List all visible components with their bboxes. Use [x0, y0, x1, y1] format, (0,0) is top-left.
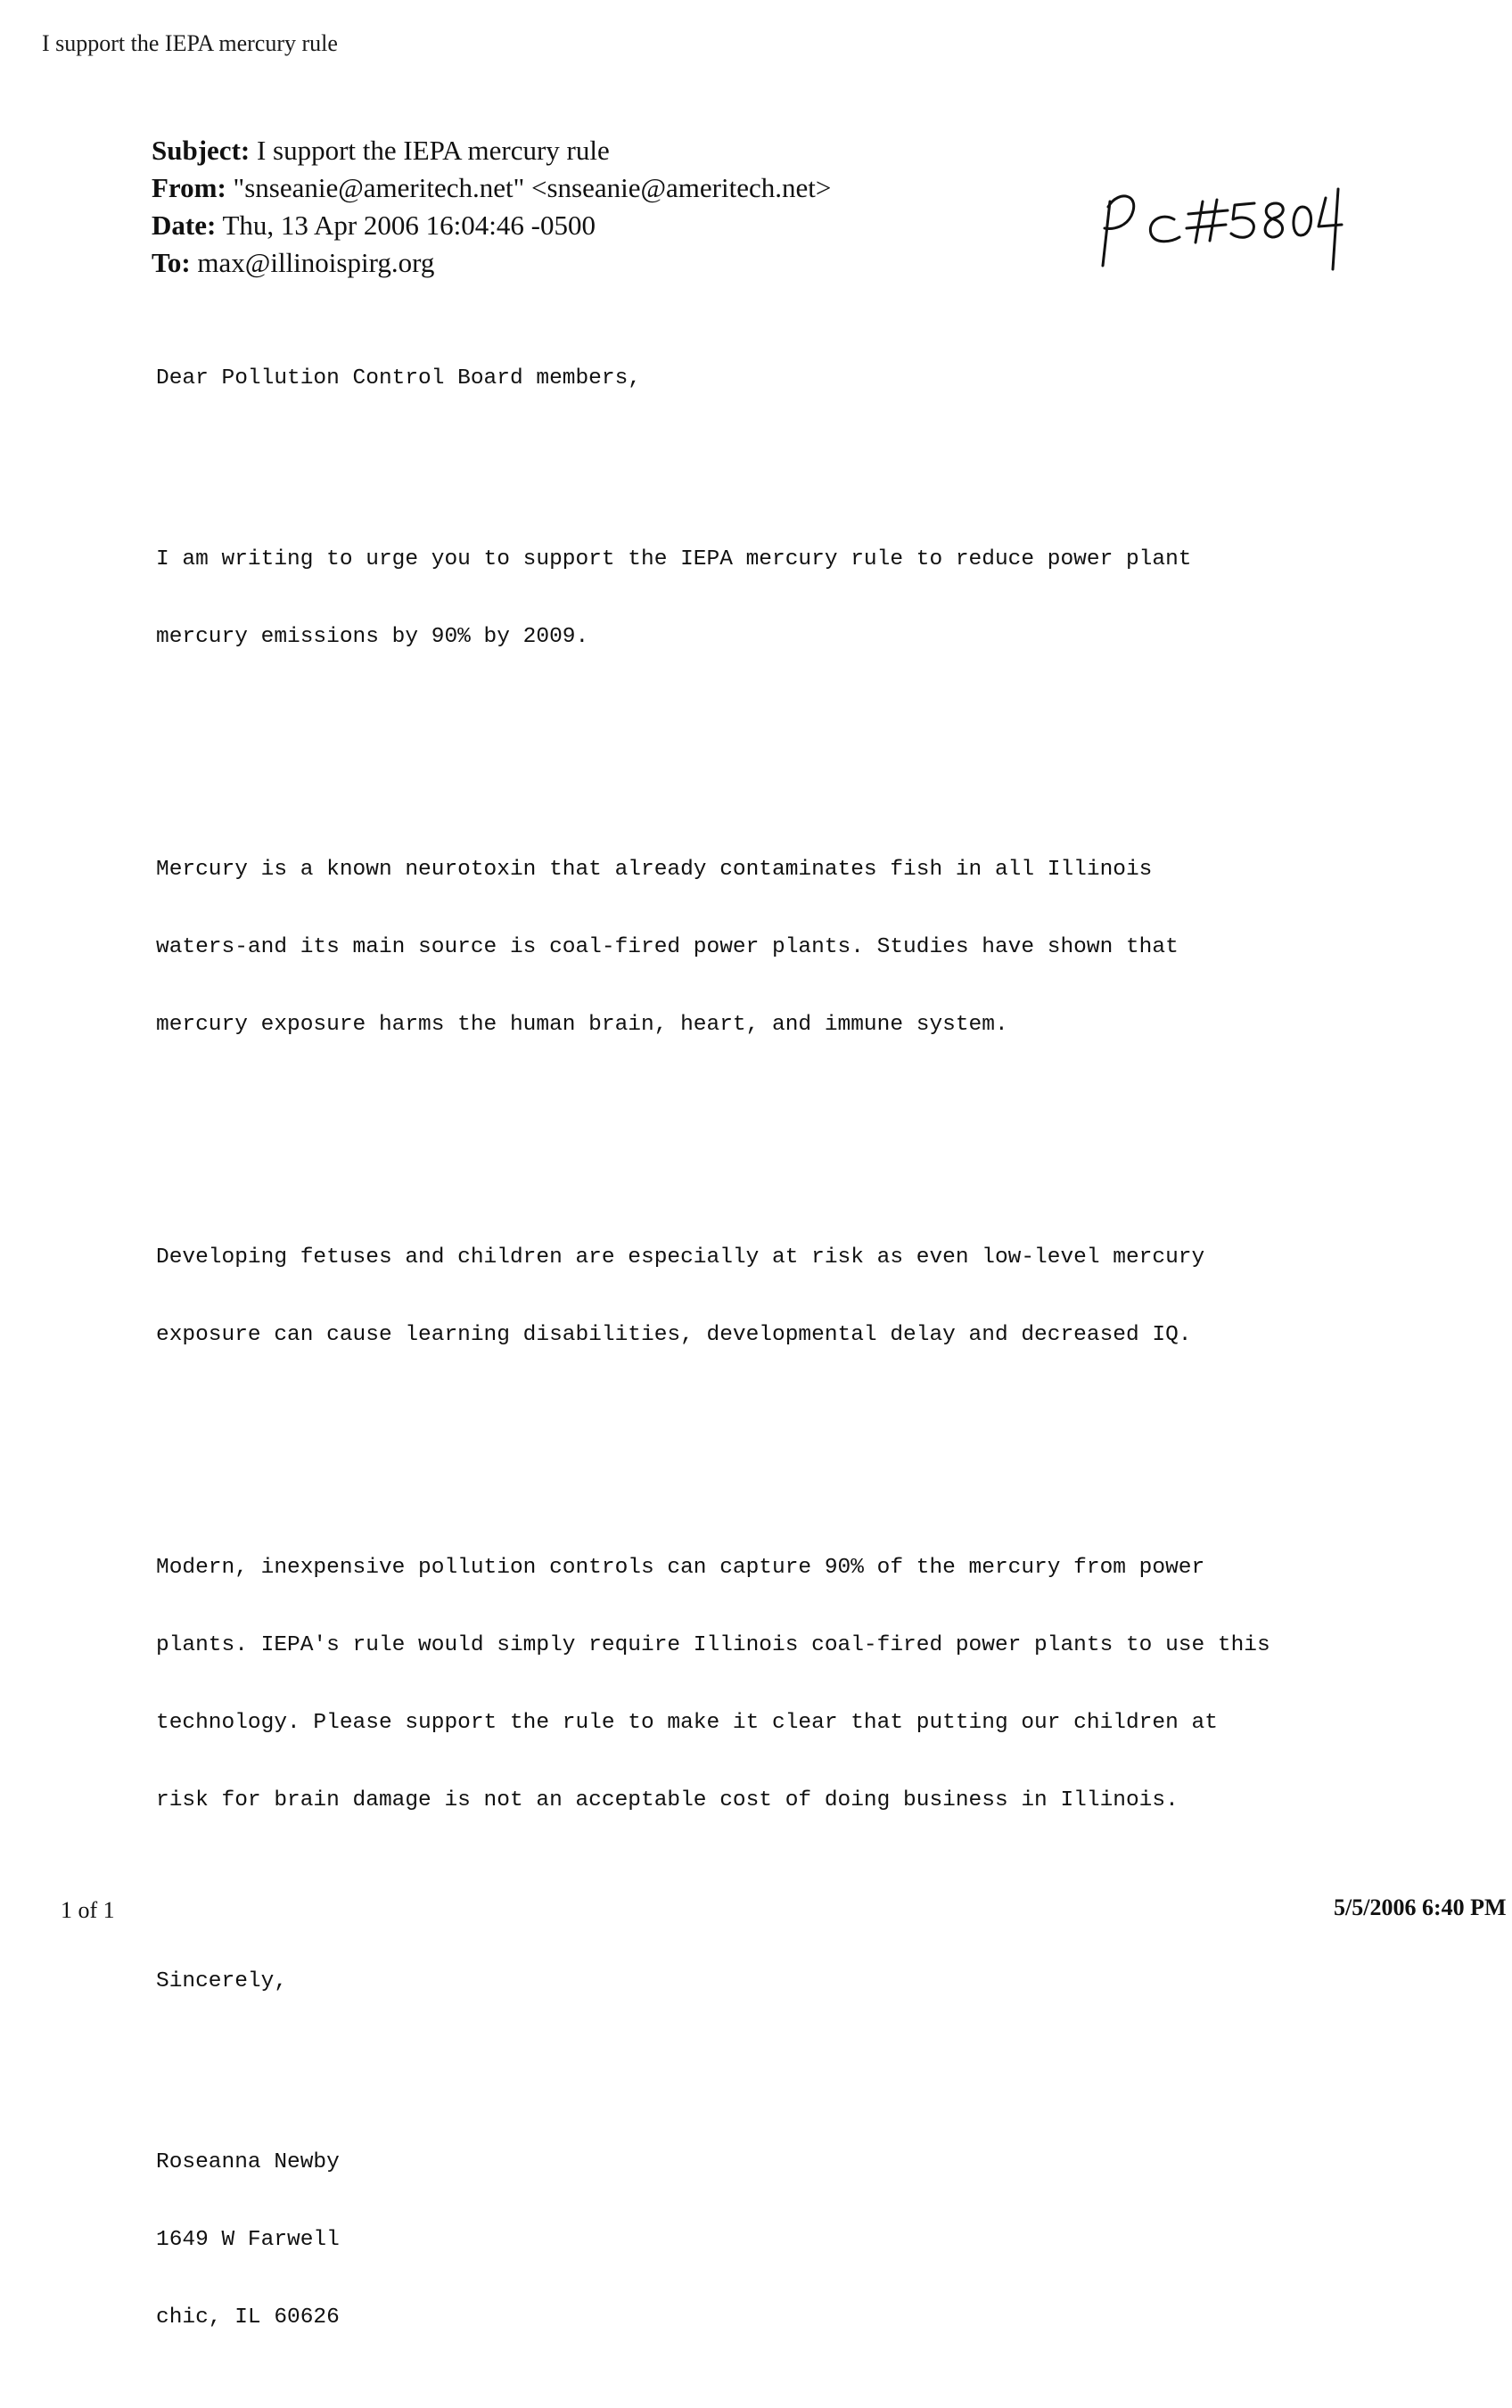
paragraph-1-line: I am writing to urge you to support the IEPA mercury rule to reduce power plant	[156, 547, 1192, 571]
from-label: From:	[152, 172, 226, 203]
paragraph-2-line: Mercury is a known neurotoxin that already contaminates fish in all Illinois	[156, 858, 1153, 882]
email-headers	[152, 132, 831, 282]
subject-value: I support the IEPA mercury rule	[256, 135, 610, 166]
page-header-title: I support the IEPA mercury rule	[42, 30, 338, 56]
paragraph-3-line: Developing fetuses and children are especially at risk as even low-level mercury	[156, 1245, 1205, 1270]
from-row	[152, 169, 831, 207]
handwritten-pc-number	[1092, 177, 1360, 275]
paragraph-4-line: risk for brain damage is not an acceptable cost of doing business in Illinois.	[156, 1788, 1179, 1812]
paragraph-2	[156, 805, 1493, 1089]
paragraph-3-line: exposure can cause learning disabilities, developmental delay and decreased IQ.	[156, 1323, 1192, 1347]
to-value: max@illinoispirg.org	[197, 247, 435, 278]
subject-row	[152, 132, 831, 169]
paragraph-4-line: technology. Please support the rule to make it clear that putting our children at	[156, 1711, 1218, 1735]
signature-block	[156, 2098, 1493, 2382]
date-label: Date:	[152, 210, 217, 241]
closing: Sincerely,	[156, 1969, 288, 1993]
paragraph-3	[156, 1193, 1493, 1400]
signature-city: chic, IL 60626	[156, 2305, 340, 2330]
to-label: To:	[152, 247, 191, 278]
paragraph-2-line: mercury exposure harms the human brain, heart, and immune system.	[156, 1013, 1008, 1037]
signature-street: 1649 W Farwell	[156, 2228, 340, 2252]
paragraph-4-line: Modern, inexpensive pollution controls can capture 90% of the mercury from power	[156, 1556, 1205, 1580]
subject-label: Subject:	[152, 135, 251, 166]
paragraph-2-line: waters-and its main source is coal-fired power plants. Studies have shown that	[156, 935, 1179, 959]
paragraph-1-line: mercury emissions by 90% by 2009.	[156, 625, 589, 649]
greeting: Dear Pollution Control Board members,	[156, 366, 641, 390]
to-row	[152, 244, 831, 282]
footer-timestamp: 5/5/2006 6:40 PM	[1334, 1894, 1507, 1920]
footer-page-count: 1 of 1	[61, 1897, 115, 1923]
date-value: Thu, 13 Apr 2006 16:04:46 -0500	[222, 210, 596, 241]
email-body	[156, 314, 1493, 2408]
from-value: "snseanie@ameritech.net" <snseanie@ameritech.net>	[233, 172, 832, 203]
date-row	[152, 207, 831, 244]
paragraph-4	[156, 1503, 1493, 1865]
signature-name: Roseanna Newby	[156, 2150, 340, 2174]
paragraph-4-line: plants. IEPA's rule would simply require Illinois coal-fired power plants to use this	[156, 1633, 1270, 1657]
paragraph-1	[156, 495, 1493, 702]
